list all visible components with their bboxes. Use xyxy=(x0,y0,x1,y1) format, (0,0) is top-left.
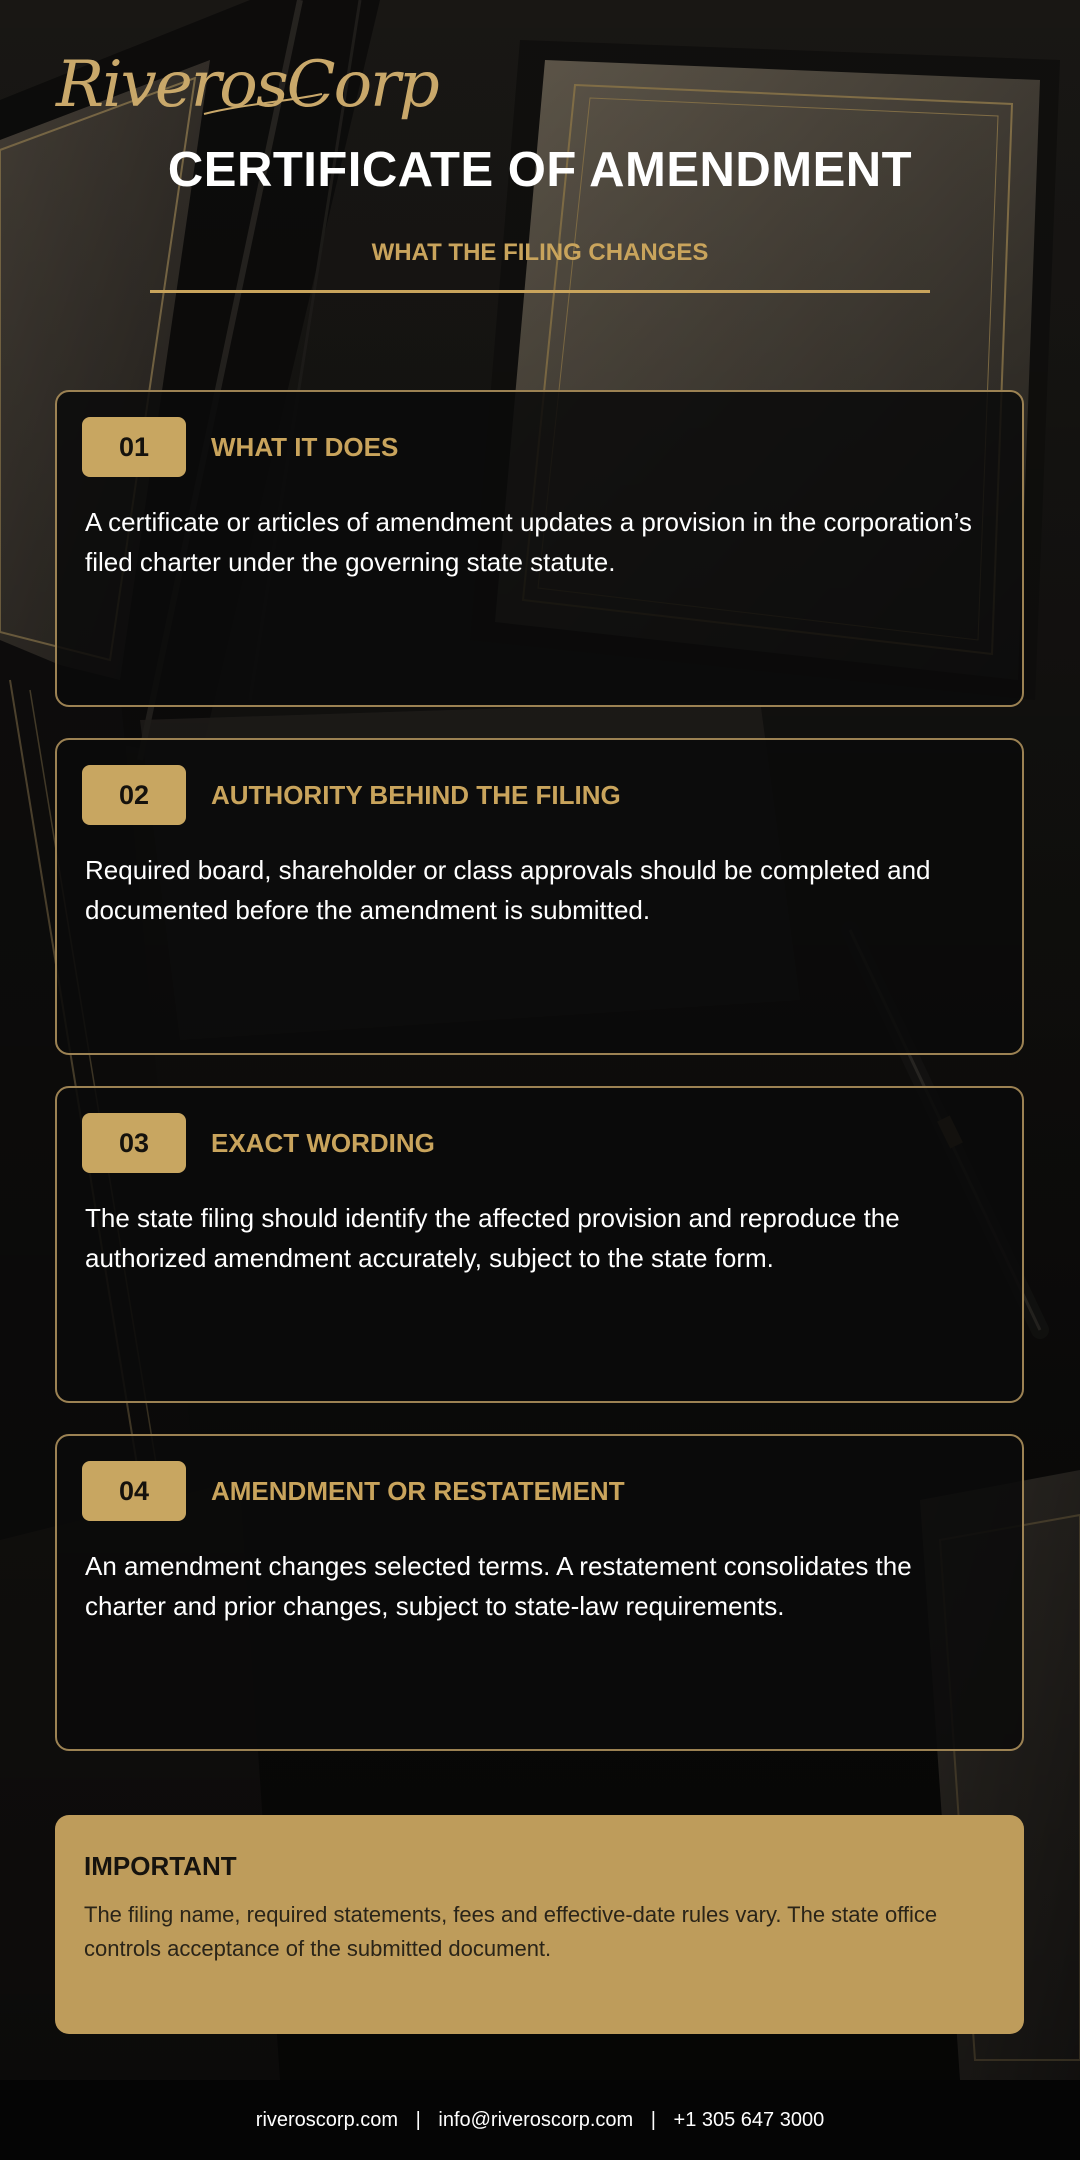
card-number-badge: 01 xyxy=(82,417,186,477)
logo-wordmark: RiverosCorp xyxy=(56,48,438,122)
info-card-3 xyxy=(55,1086,1024,1403)
important-notice xyxy=(55,1815,1024,2034)
info-card-1 xyxy=(55,390,1024,707)
footer-separator: | xyxy=(650,2109,656,2131)
card-title: EXACT WORDING xyxy=(211,1128,435,1158)
card-number-badge: 03 xyxy=(82,1113,186,1173)
footer-separator: | xyxy=(415,2109,421,2131)
footer-phone-link[interactable]: +1 305 647 3000 xyxy=(673,2109,825,2131)
footer-contact-bar xyxy=(0,2080,1080,2160)
important-body: The filing name, required statements, fees and effective-date rules vary. The state office controls acceptance of the submitted document. xyxy=(84,1902,938,1961)
page-title: CERTIFICATE OF AMENDMENT xyxy=(167,143,913,197)
card-title: AMENDMENT OR RESTATEMENT xyxy=(211,1476,625,1506)
footer-website-link[interactable]: riveroscorp.com xyxy=(255,2109,399,2131)
info-card-4 xyxy=(55,1434,1024,1751)
card-title: WHAT IT DOES xyxy=(211,432,399,462)
card-body: A certificate or articles of amendment updates a provision in the corporation’s filed charter under the governing state statute. xyxy=(85,507,972,577)
footer-email-link[interactable]: info@riveroscorp.com xyxy=(438,2109,634,2131)
brand-logo xyxy=(54,44,438,130)
important-title: IMPORTANT xyxy=(84,1851,237,1881)
title-divider xyxy=(150,290,930,293)
card-title: AUTHORITY BEHIND THE FILING xyxy=(211,780,621,810)
card-body: Required board, shareholder or class approvals should be completed and documented before the amendment is submitted. xyxy=(85,855,931,925)
card-body: An amendment changes selected terms. A restatement consolidates the charter and prior changes, subject to state-law requirements. xyxy=(85,1551,912,1621)
card-number-badge: 04 xyxy=(82,1461,186,1521)
card-number-badge: 02 xyxy=(82,765,186,825)
card-body: The state filing should identify the affected provision and reproduce the authorized amendment accurately, subject to the state form. xyxy=(85,1203,900,1273)
page-subtitle: WHAT THE FILING CHANGES xyxy=(371,239,709,266)
info-card-2 xyxy=(55,738,1024,1055)
